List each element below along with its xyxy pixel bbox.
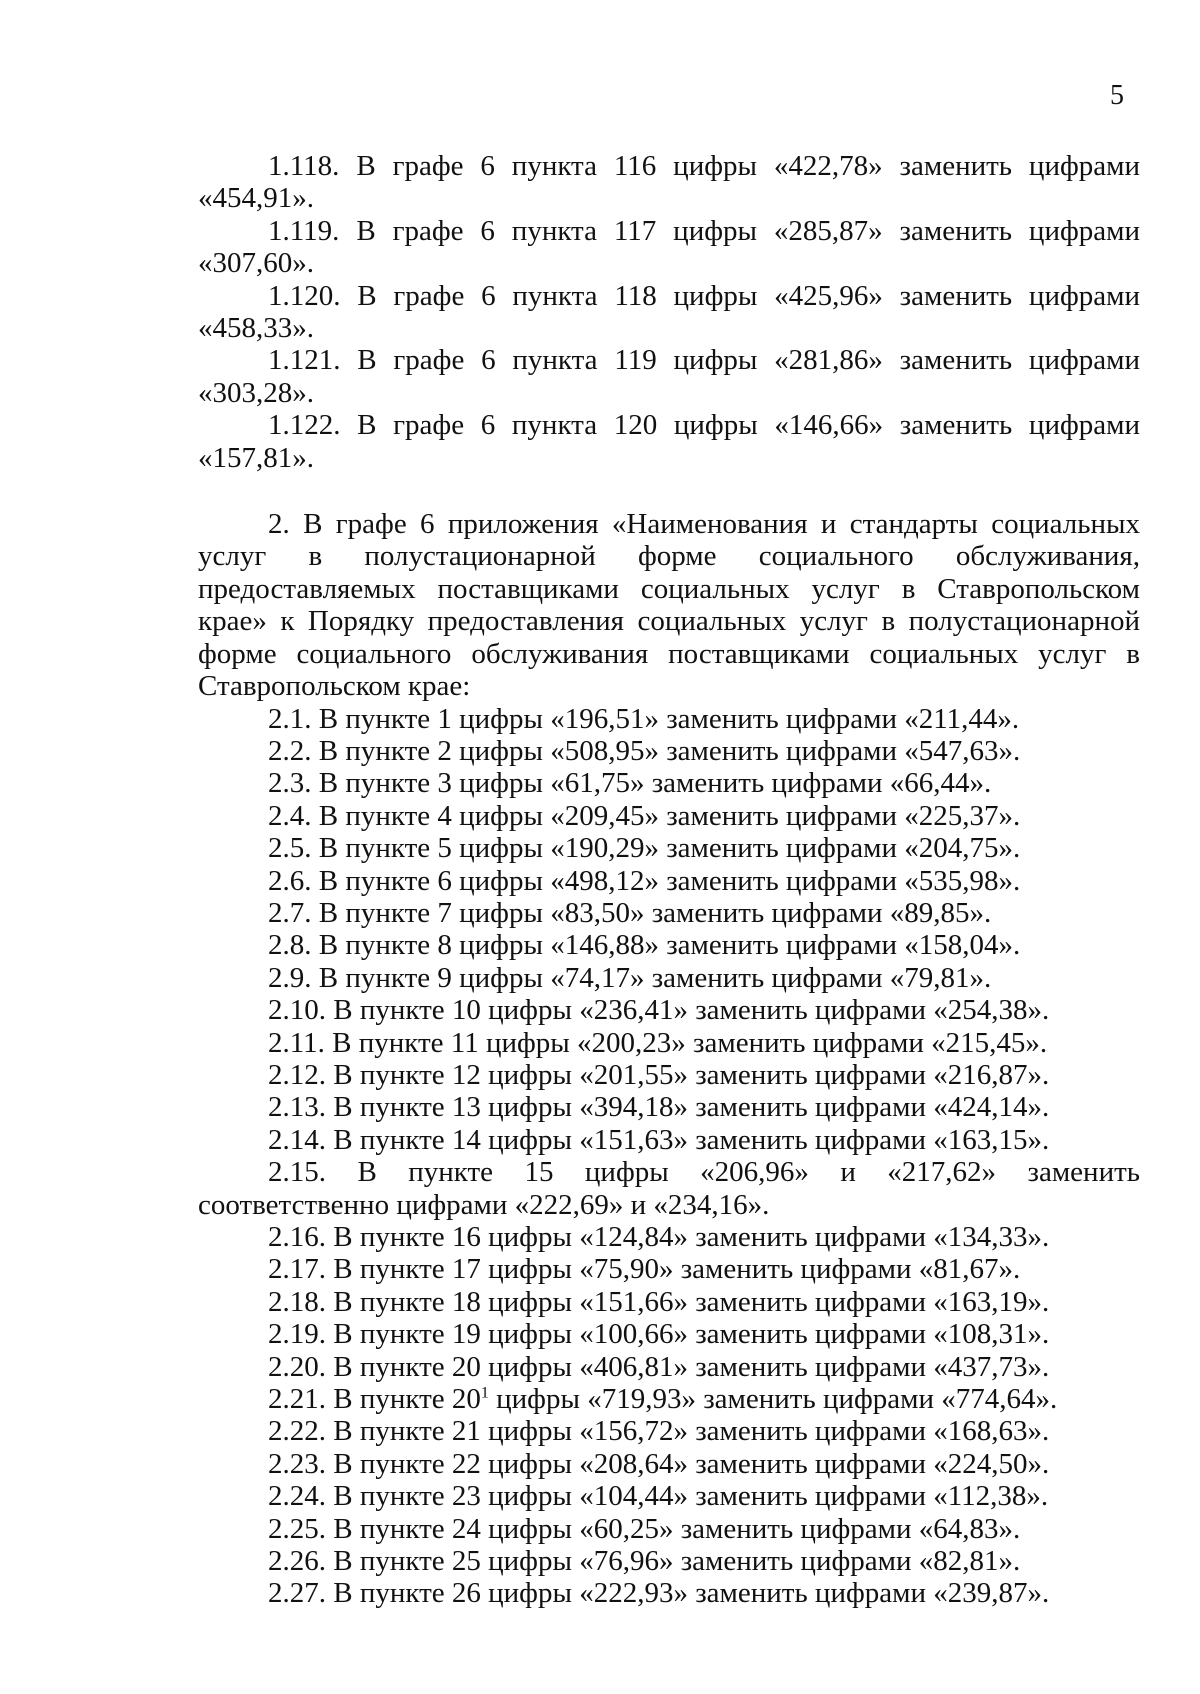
amendment-1-120: 1.120. В графе 6 пункта 118 цифры «425,96» заменить цифрами «458,33». (198, 279, 1140, 345)
amendment-2-6: 2.6. В пункте 6 цифры «498,12» заменить цифрами «535,98». (268, 864, 1021, 897)
amendment-2-10: 2.10. В пункте 10 цифры «236,41» заменить цифрами «254,38». (268, 994, 1050, 1027)
section-2-intro: 2. В графе 6 приложения «Наименования и стандарты социальных услуг в полустационарной форме социального обслуживания, предоставляемых поставщиками социальных услуг в Ставропольском крае» к Порядку предоставления социальных услуг в полустационарной форме социального обслуживания поставщиками социальных услуг в Ставропольском крае: (198, 508, 1140, 703)
amendment-1-121: 1.121. В графе 6 пункта 119 цифры «281,86» заменить цифрами «303,28». (198, 344, 1140, 409)
amendment-2-27: 2.27. В пункте 26 цифры «222,93» заменить цифрами «239,87». (268, 1577, 1050, 1610)
amendment-2-14: 2.14. В пункте 14 цифры «151,63» заменить цифрами «163,15». (268, 1123, 1050, 1156)
amendment-2-2: 2.2. В пункте 2 цифры «508,95» заменить цифрами «547,63». (268, 734, 1021, 767)
amendment-2-16: 2.16. В пункте 16 цифры «124,84» заменить цифрами «134,33». (268, 1221, 1050, 1253)
amendment-2-26: 2.26. В пункте 25 цифры «76,96» заменить цифрами «82,81». (268, 1545, 1021, 1578)
amendment-2-21-end: цифры «719,93» заменить цифрами «774,64». (488, 1383, 1058, 1416)
amendment-1-118: 1.118. В графе 6 пункта 116 цифры «422,78» заменить цифрами «454,91». (198, 150, 1140, 215)
amendment-2-9: 2.9. В пункте 9 цифры «74,17» заменить цифрами «79,81». (268, 961, 992, 994)
amendment-2-24: 2.24. В пункте 23 цифры «104,44» заменить цифрами «112,38». (268, 1480, 1049, 1513)
page-number: 5 (1110, 80, 1124, 111)
amendment-2-19: 2.19. В пункте 19 цифры «100,66» заменить цифрами «108,31». (268, 1318, 1050, 1351)
amendment-1-122: 1.122. В графе 6 пункта 120 цифры «146,66» заменить цифрами «157,81». (198, 409, 1140, 474)
amendment-2-21 (198, 1383, 1140, 1415)
amendment-2-5: 2.5. В пункте 5 цифры «190,29» заменить цифрами «204,75». (268, 832, 1021, 865)
amendment-2-21-superscript: 1 (480, 1384, 489, 1402)
amendment-2-23: 2.23. В пункте 22 цифры «208,64» заменить цифрами «224,50». (268, 1447, 1050, 1480)
amendment-2-4: 2.4. В пункте 4 цифры «209,45» заменить цифрами «225,37». (268, 799, 1021, 832)
amendment-2-25: 2.25. В пункте 24 цифры «60,25» заменить цифрами «64,83». (268, 1512, 1021, 1545)
amendment-2-11: 2.11. В пункте 11 цифры «200,23» заменить цифрами «215,45». (268, 1026, 1048, 1059)
amendment-2-22: 2.22. В пункте 21 цифры «156,72» заменить цифрами «168,63». (268, 1415, 1050, 1448)
amendment-2-8: 2.8. В пункте 8 цифры «146,88» заменить цифрами «158,04». (268, 929, 1021, 962)
document-body (198, 150, 1140, 1610)
amendment-2-12: 2.12. В пункте 12 цифры «201,55» заменить цифрами «216,87». (268, 1058, 1050, 1091)
amendment-1-119: 1.119. В графе 6 пункта 117 цифры «285,87» заменить цифрами «307,60». (198, 214, 1140, 280)
amendment-2-3: 2.3. В пункте 3 цифры «61,75» заменить цифрами «66,44». (268, 767, 992, 800)
amendment-2-7: 2.7. В пункте 7 цифры «83,50» заменить цифрами «89,85». (268, 896, 992, 929)
amendment-2-21-start: 2.21. В пункте 20 (268, 1383, 481, 1416)
amendment-2-15: 2.15. В пункте 15 цифры «206,96» и «217,62» заменить соответственно цифрами «222,69» и «234,16». (198, 1156, 1140, 1221)
amendment-2-1: 2.1. В пункте 1 цифры «196,51» заменить цифрами «211,44». (268, 702, 1020, 735)
amendment-2-20: 2.20. В пункте 20 цифры «406,81» заменить цифрами «437,73». (268, 1350, 1050, 1383)
amendment-2-17: 2.17. В пункте 17 цифры «75,90» заменить цифрами «81,67». (268, 1253, 1021, 1286)
amendment-2-18: 2.18. В пункте 18 цифры «151,66» заменить цифрами «163,19». (268, 1285, 1050, 1318)
amendment-2-13: 2.13. В пункте 13 цифры «394,18» заменить цифрами «424,14». (268, 1091, 1050, 1124)
section-spacer (198, 474, 1140, 508)
